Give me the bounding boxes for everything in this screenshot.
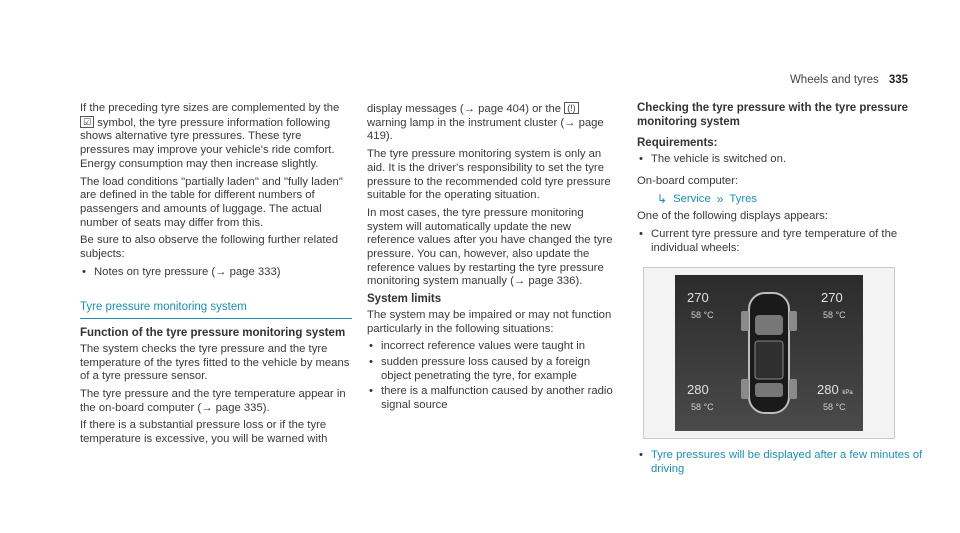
list-item: • Current tyre pressure and tyre temperature of the individual wheels: [637,228,927,255]
heading-function: Function of the tyre pressure monitoring system [80,327,346,340]
tyre-info-icon: ☑ [80,116,94,128]
paragraph-warning: If there is a substantial pressure loss or if the tyre temperature is excessive, you will be warned with [80,419,328,446]
displays-list [637,228,927,255]
front-right-temperature: 58 °C [823,310,846,321]
onboard-label: On-board computer: [637,174,739,187]
front-right-pressure: 270 [821,290,843,306]
rear-left-pressure: 280 [687,382,709,398]
list-item: • incorrect reference values were taught in [367,340,615,354]
column-2 [367,102,615,417]
rear-right-pressure-value: 280 [817,382,839,398]
section-title: Tyre pressure monitoring system [80,301,352,319]
section-name: Wheels and tyres [789,74,879,86]
paragraph-impaired: The system may be impaired or may not function particularly in the following situations: [367,308,612,335]
double-chevron-icon: » [716,191,724,206]
paragraph-alt-pressures [80,102,352,172]
list-item: • sudden pressure loss caused by a foreign object penetrating the tyre, for example [367,356,615,383]
menu-item-service[interactable]: Service [673,192,711,205]
paragraph-text: symbol, the tyre pressure information following shows alternative tyre pressures. These tyre pressures may improve your vehicle's ride comfort. Energy consumption may then increase slightly. [80,116,335,170]
paragraph-onboard-display: The tyre pressure and the tyre temperature appear in the on-board computer (→ page 335). [80,387,346,414]
tyre-pressure-screen [675,275,863,431]
list-item: • there is a malfunction caused by another radio signal source [367,385,615,412]
heading-system-limits: System limits [367,293,442,306]
return-arrow-icon: ↳ [657,191,668,206]
front-left-pressure: 270 [687,290,709,306]
page-number: 335 [888,74,908,86]
list-item: • The vehicle is switched on. [637,153,927,167]
paragraph-one-of: One of the following displays appears: [637,210,828,223]
pressure-unit: kPa [842,390,853,397]
related-link-tyre-pressure[interactable]: • Notes on tyre pressure (→ page 333) [80,266,352,280]
requirements-list [637,153,927,167]
paragraph-related-subjects: Be sure to also observe the following further related subjects: [80,234,339,261]
rear-left-temperature: 58 °C [691,402,714,413]
menu-path [637,193,927,207]
running-head [790,74,908,86]
paragraph-text: display messages (→ page 404) or the [367,103,562,115]
front-left-temperature: 58 °C [691,310,714,321]
paragraph-display-messages [367,102,615,144]
menu-item-tyres[interactable]: Tyres [729,192,758,205]
tyre-display-image [643,267,895,439]
paragraph-aid: The tyre pressure monitoring system is only an aid. It is the driver's responsibility to set the tyre pressure to the recommended cold tyre pressure suitable for the operating situation. [367,148,611,202]
paragraph-load-conditions: The load conditions "partially laden" and "fully laden" are defined in the table for different numbers of passengers and amounts of luggage. The actual number of seats may differ from this. [80,175,343,229]
paragraph-reference-values: In most cases, the tyre pressure monitoring system will automatically update the new reference values after you have changed the tyre pressure. You can, however, also update the reference values by restarting the tyre pressure monitoring system manually (→ page 336). [367,206,613,288]
column-3 [637,102,927,481]
paragraph-system-checks: The system checks the tyre pressure and the tyre temperature of the tyres fitted to the vehicle by means of a tyre pressure sensor. [80,342,350,383]
tyre-warning-icon: (!) [564,102,579,114]
related-list [80,266,352,280]
limits-list [367,340,615,413]
paragraph-text: If the preceding tyre sizes are complemented by the [80,102,340,114]
paragraph-text: warning lamp in the instrument cluster (→ page 419). [367,116,604,143]
caption-list [637,449,927,476]
rear-right-pressure [817,383,853,401]
heading-checking: Checking the tyre pressure with the tyre pressure monitoring system [637,102,908,128]
rear-right-temperature: 58 °C [823,402,846,413]
heading-requirements: Requirements: [637,137,718,150]
caption-item: • Tyre pressures will be displayed after a few minutes of driving [637,449,927,476]
column-1 [80,102,352,451]
